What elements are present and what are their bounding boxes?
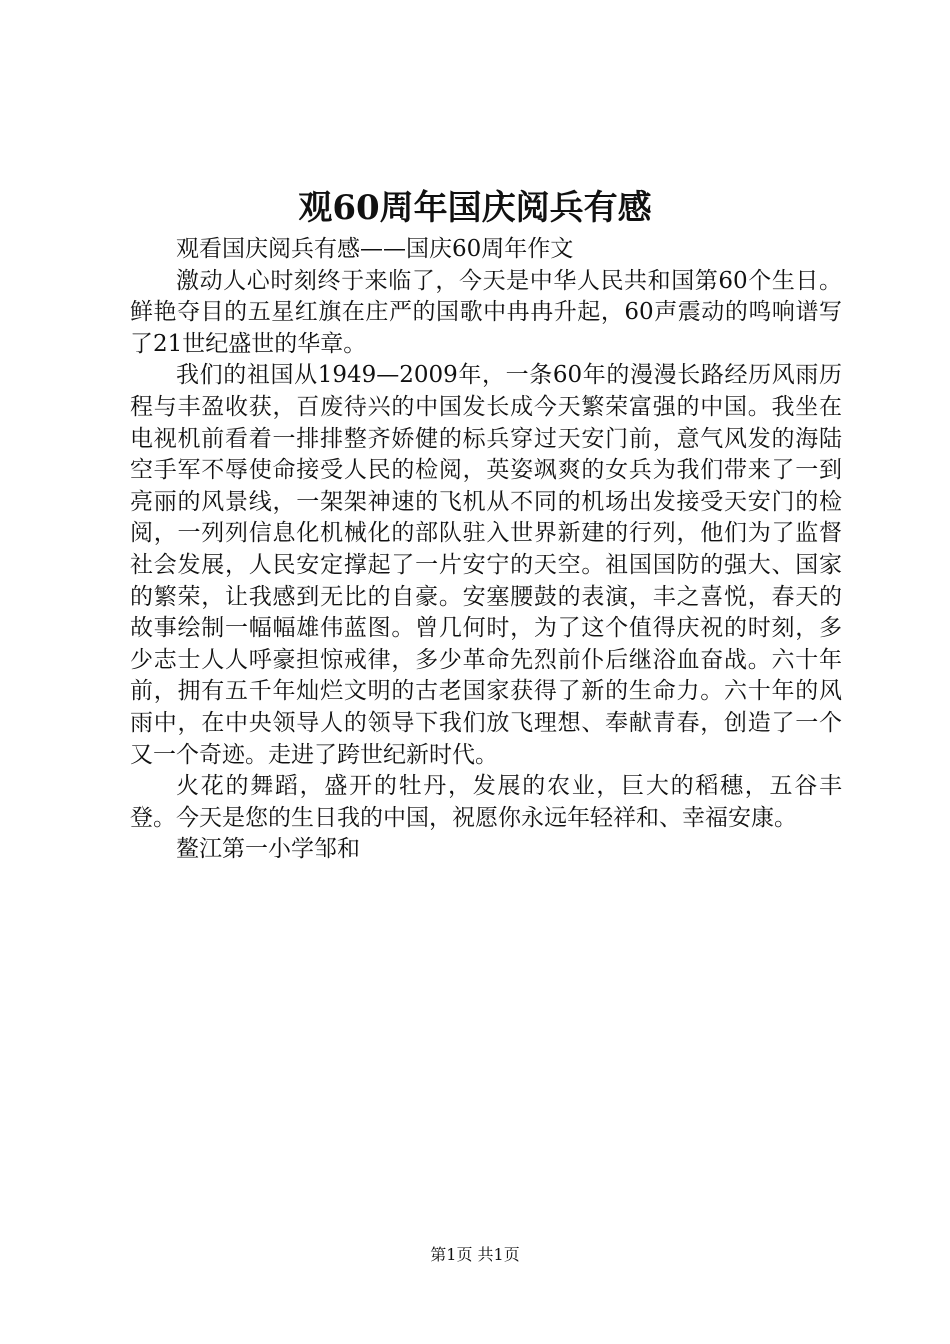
document-title: 观60周年国庆阅兵有感	[298, 188, 652, 228]
body-paragraph: 火花的舞蹈，盛开的牡丹，发展的农业，巨大的稻穗，五谷丰登。今天是您的生日我的中国，祝愿你永远年轻祥和、幸福安康。	[130, 773, 842, 831]
author-signature: 鳌江第一小学邹和	[176, 836, 360, 863]
document-body	[130, 234, 842, 866]
body-paragraph: 我们的祖国从1949—2009年，一条60年的漫漫长路经历风雨历程与丰盈收获，百废待兴的中国发长成今天繁荣富强的中国。我坐在电视机前看着一排排整齐娇健的标兵穿过天安门前，意气风发的海陆空手军不辱使命接受人民的检阅，英姿飒爽的女兵为我们带来了一到亮丽的风景线，一架架神速的飞机从不同的机场出发接受天安门的检阅，一列列信息化机械化的部队驻入世界新建的行列，他们为了监督社会发展，人民安定撑起了一片安宁的天空。祖国国防的强大、国家的繁荣，让我感到无比的自豪。安塞腰鼓的表演，丰之喜悦，春天的故事绘制一幅幅雄伟蓝图。曾几何时，为了这个值得庆祝的时刻，多少志士人人呼豪担惊戒律，多少革命先烈前仆后继浴血奋战。六十年前，拥有五千年灿烂文明的古老国家获得了新的生命力。六十年的风雨中，在中央领导人的领导下我们放飞理想、奉献青春，创造了一个又一个奇迹。走进了跨世纪新时代。	[130, 362, 842, 768]
body-paragraph: 激动人心时刻终于来临了，今天是中华人民共和国第60个生日。鲜艳夺目的五星红旗在庄严的国歌中冉冉升起，60声震动的鸣响谱写了21世纪盛世的华章。	[130, 267, 842, 357]
subtitle-paragraph: 观看国庆阅兵有感——国庆60周年作文	[176, 236, 574, 262]
page-footer: 第1页 共1页	[430, 1245, 520, 1264]
